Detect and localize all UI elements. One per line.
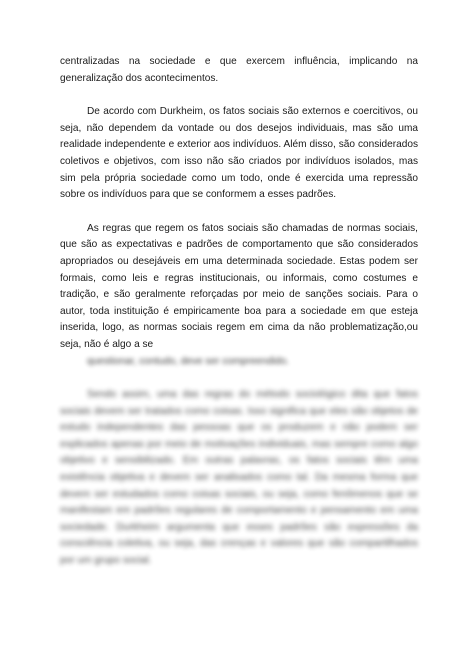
- paragraph-gap: [60, 204, 418, 221]
- paragraph-3: [60, 221, 418, 370]
- paragraph-gap: [60, 370, 418, 387]
- paragraph-3-blurred-text: questionar, contudo, deve ser compreendido.: [87, 355, 290, 367]
- paragraph-gap: [60, 87, 418, 104]
- paragraph-2: De acordo com Durkheim, os fatos sociais são externos e coercitivos, ou seja, não dependem da vontade ou dos desejos individuais, mas são uma realidade independente e exterior aos indivíduos. Além disso, são considerados coletivos e objetivos, com isso não são criados por indivíduos isolados, mas sim pela própria sociedade como um todo, onde é exercida uma repressão sobre os indivíduos para que se conformem a esses padrões.: [60, 106, 418, 201]
- paragraph-1: centralizadas na sociedade e que exercem influência, implicando na generalização dos acontecimentos.: [60, 56, 418, 84]
- paragraph-4-blurred: Sendo assim, uma das regras do método sociológico dita que fatos sociais devem ser tratados como coisas. Isso significa que eles são objetos de estudo independentes das pessoas que os produzem e não podem ser explicados apenas por meio de motivações individuais, mas sempre como algo objetivo e sensibilizado. Em outras palavras, os fatos sociais têm uma existência objetiva e devem ser analisados como tal. Da mesma forma que devem ser estudados como coisas sociais, ou seja, como fenômenos que se manifestam em padrões regulares de comportamento e pensamento em uma sociedade. Durkheim argumenta que esses padrões são expressões da consciência coletiva, ou seja, das crenças e valores que são compartilhados por um grupo social.: [60, 389, 418, 567]
- paragraph-3-visible-text: As regras que regem os fatos sociais são chamadas de normas sociais, que são as expectativas e padrões de comportamento que são considerados apropriados ou desejáveis em uma determinada sociedade. Estas podem ser formais, como leis e regras institucionais, ou informais, como costumes e tradição, e são geralmente reforçadas por meio de sanções sociais. Para o autor, toda instituição é empiricamente boa para a sociedade em que esteja inserida, logo, as normas sociais regem em cima da não problematização,ou seja, não é algo a se: [60, 222, 418, 350]
